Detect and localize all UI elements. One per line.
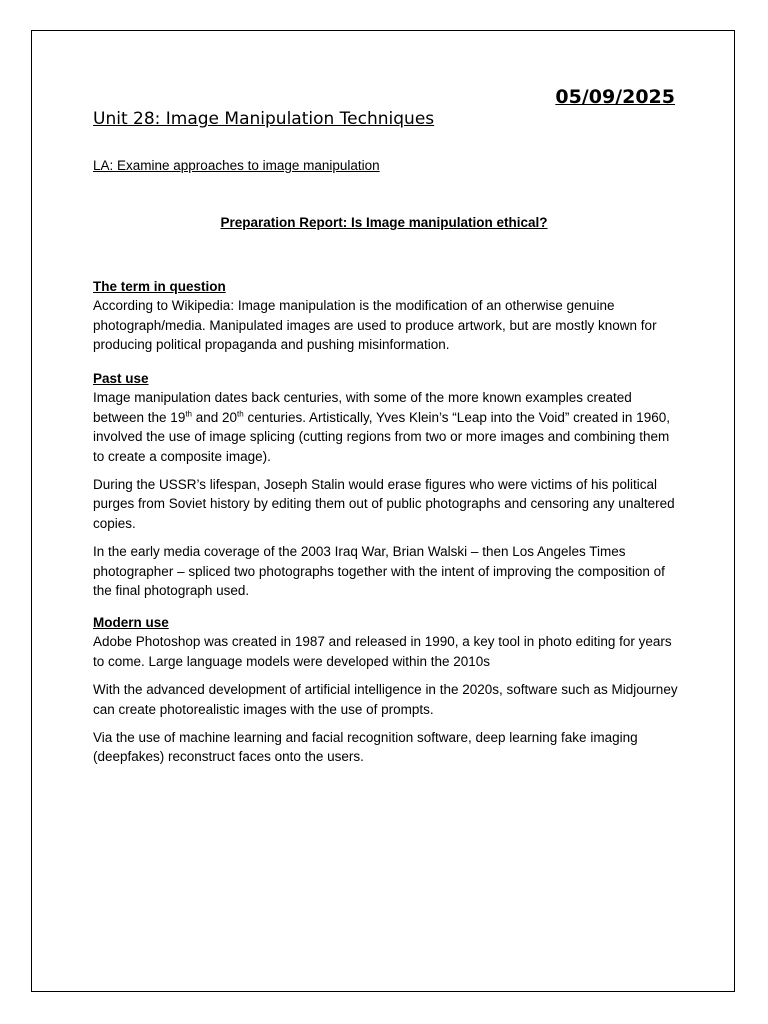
section-term: [93, 277, 678, 364]
text-run: centuries. Artistically, Yves Klein’s “Leap into the Void” created in 1960, involved the use of image splicing (cutting regions from two or more images and combining them to create a composite image).: [93, 409, 670, 464]
section-heading-modern: Modern use: [93, 615, 169, 630]
text-run: and 20: [192, 409, 238, 425]
learning-aim: LA: Examine approaches to image manipulation: [93, 158, 380, 173]
superscript: th: [237, 409, 244, 419]
section-heading-term: The term in question: [93, 279, 226, 294]
paragraph: With the advanced development of artificial intelligence in the 2020s, software such as Midjourney can create photorealistic images with the use of prompts.: [93, 682, 678, 717]
section-past: [93, 369, 678, 609]
section-heading-past: Past use: [93, 371, 149, 386]
report-title: Preparation Report: Is Image manipulation ethical?: [220, 215, 548, 230]
text-run: Image manipulation dates back centuries, with some of the more known examples created between the 19: [93, 390, 632, 425]
document-date: 05/09/2025: [555, 86, 675, 108]
section-modern: [93, 613, 678, 776]
document-title: Unit 28: Image Manipulation Techniques: [93, 109, 435, 129]
paragraph: Via the use of machine learning and facial recognition software, deep learning fake imaging (deepfakes) reconstruct faces onto the users.: [93, 730, 638, 765]
paragraph: [93, 388, 678, 466]
paragraph: During the USSR’s lifespan, Joseph Stalin would erase figures who were victims of his political purges from Soviet history by editing them out of public photographs and censoring any unaltered copies.: [93, 477, 675, 531]
paragraph: Adobe Photoshop was created in 1987 and released in 1990, a key tool in photo editing for years to come. Large language models were developed within the 2010s: [93, 634, 672, 669]
superscript: th: [185, 409, 192, 419]
paragraph: In the early media coverage of the 2003 Iraq War, Brian Walski – then Los Angeles Times photographer – spliced two photographs together with the intent of improving the composition of the final photograph used.: [93, 544, 665, 599]
paragraph: According to Wikipedia: Image manipulation is the modification of an otherwise genuine photograph/media. Manipulated images are used to produce artwork, but are mostly known for producing political propaganda and pushing misinformation.: [93, 298, 657, 353]
